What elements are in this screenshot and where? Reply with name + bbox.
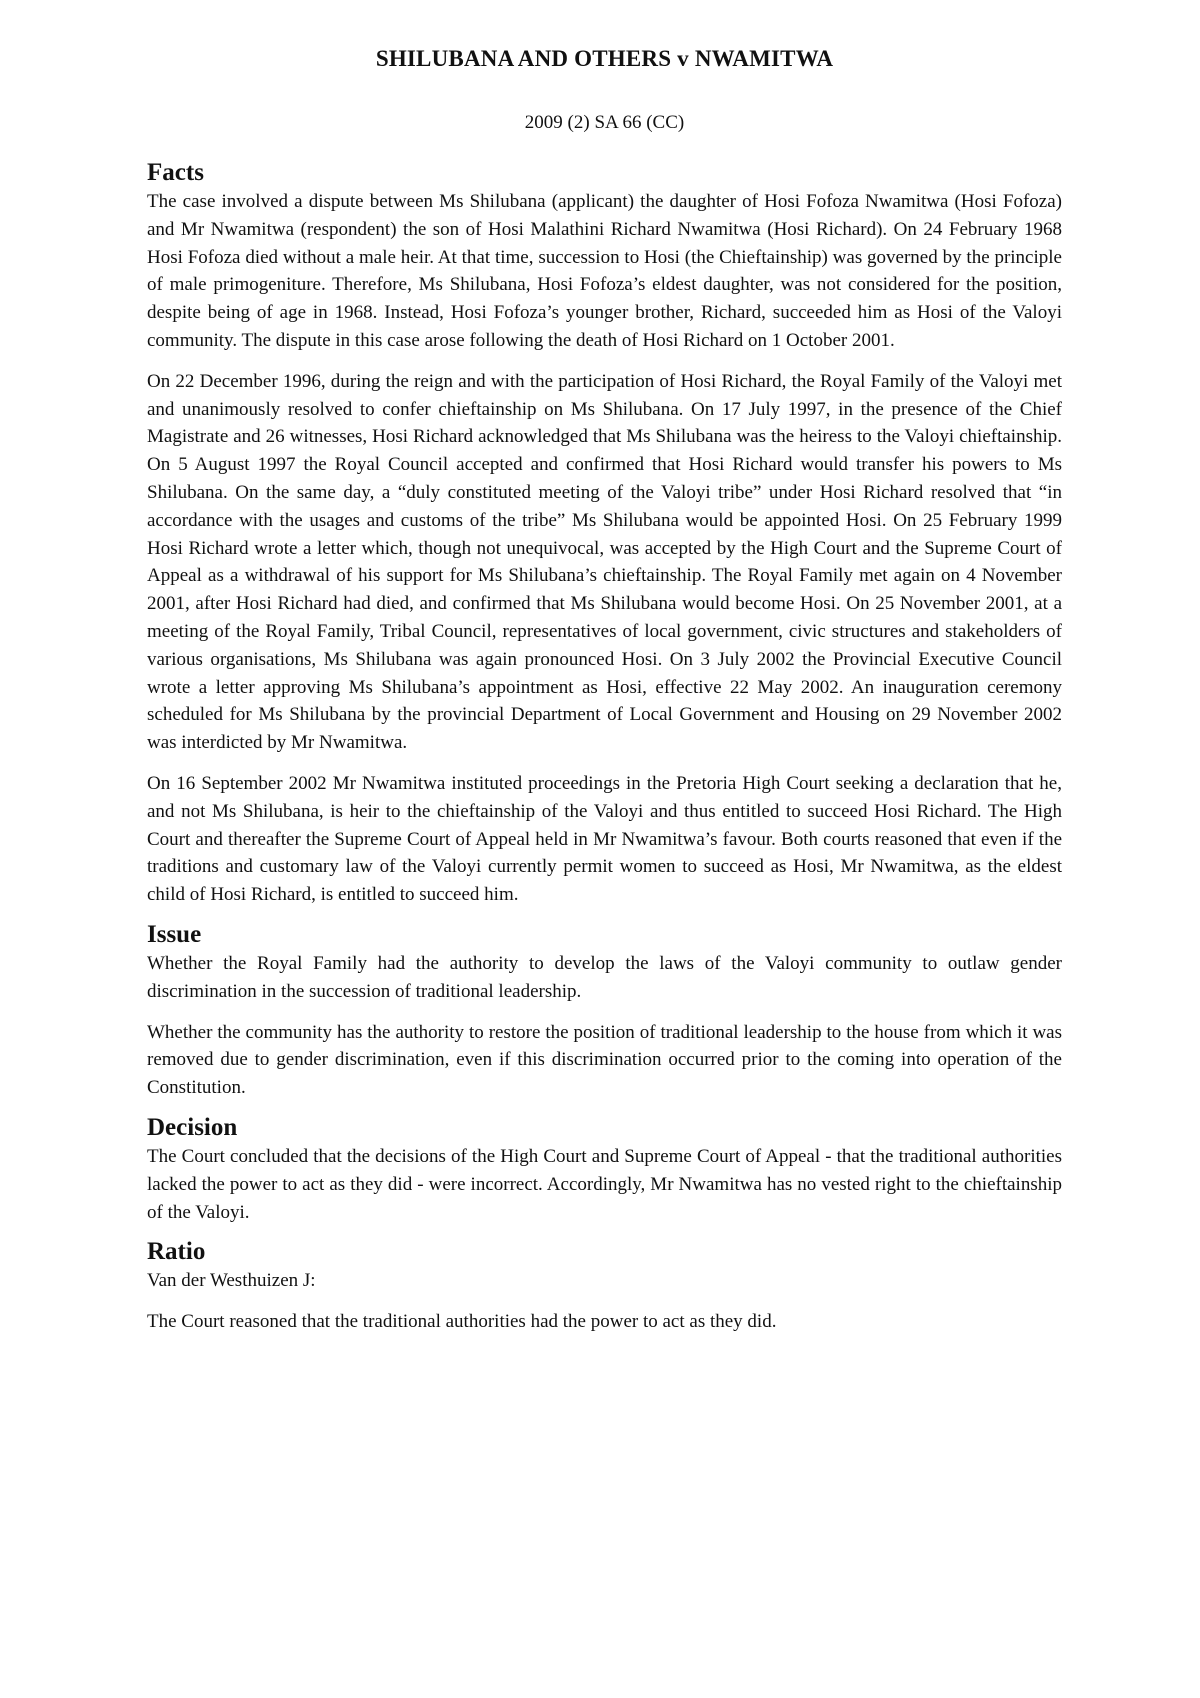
facts-paragraph-1: The case involved a dispute between Ms Shilubana (applicant) the daughter of Hosi Fofoza Nwamitwa (Hosi Fofoza) and Mr Nwamitwa (respondent) the son of Hosi Malathini Richard Nwamitwa (Hosi Richard). On 24 February 1968 Hosi Fofoza died without a male heir. At that time, succession to Hosi (the Chieftainship) was governed by the principle of male primogeniture. Therefore, Ms Shilubana, Hosi Fofoza’s eldest daughter, was not considered for the position, despite being of age in 1968. Instead, Hosi Fofoza’s younger brother, Richard, succeeded him as Hosi of the Valoyi community. The dispute in this case arose following the death of Hosi Richard on 1 October 2001. — [147, 191, 1062, 351]
decision-heading: Decision — [147, 1113, 238, 1141]
facts-section — [147, 158, 1062, 909]
ratio-judge-line: Van der Westhuizen J: — [147, 1270, 316, 1292]
issue-paragraph-1: Whether the Royal Family had the authority to develop the laws of the Valoyi community to outlaw gender discrimination in the succession of traditional leadership. — [147, 952, 1062, 1002]
facts-paragraph-3: On 16 September 2002 Mr Nwamitwa instituted proceedings in the Pretoria High Court seeking a declaration that he, and not Ms Shilubana, is heir to the chieftainship of the Valoyi and thus entitled to succeed Hosi Richard. The High Court and thereafter the Supreme Court of Appeal held in Mr Nwamitwa’s favour. Both courts reasoned that even if the traditions and customary law of the Valoyi currently permit women to succeed as Hosi, Mr Nwamitwa, as the eldest child of Hosi Richard, is entitled to succeed him. — [147, 772, 1062, 906]
case-citation: 2009 (2) SA 66 (CC) — [524, 112, 685, 133]
document-page — [147, 40, 1062, 1349]
facts-paragraph-2: On 22 December 1996, during the reign and with the participation of Hosi Richard, the Royal Family of the Valoyi met and unanimously resolved to confer chieftainship on Ms Shilubana. On 17 July 1997, in the presence of the Chief Magistrate and 26 witnesses, Hosi Richard acknowledged that Ms Shilubana was the heiress to the Valoyi chieftainship. On 5 August 1997 the Royal Council accepted and confirmed that Hosi Richard would transfer his powers to Ms Shilubana. On the same day, a “duly constituted meeting of the Valoyi tribe” under Hosi Richard resolved that “in accordance with the usages and customs of the tribe” Ms Shilubana would be appointed Hosi. On 25 February 1999 Hosi Richard wrote a letter which, though not unequivocal, was accepted by the High Court and the Supreme Court of Appeal as a withdrawal of his support for Ms Shilubana’s chieftainship. The Royal Family met again on 4 November 2001, after Hosi Richard had died, and confirmed that Ms Shilubana would become Hosi. On 25 November 2001, at a meeting of the Royal Family, Tribal Council, representatives of local government, civic structures and stakeholders of various organisations, Ms Shilubana was again pronounced Hosi. On 3 July 2002 the Provincial Executive Council wrote a letter approving Ms Shilubana’s appointment as Hosi, effective 22 May 2002. An inauguration ceremony scheduled for Ms Shilubana by the provincial Department of Local Government and Housing on 29 November 2002 was interdicted by Mr Nwamitwa. — [147, 370, 1062, 754]
ratio-paragraph-1: The Court reasoned that the traditional authorities had the power to act as they did. — [147, 1311, 777, 1333]
issue-heading: Issue — [147, 920, 202, 948]
ratio-heading: Ratio — [147, 1238, 206, 1266]
issue-section — [147, 920, 1062, 1102]
document-title: SHILUBANA AND OTHERS v NWAMITWA — [375, 46, 834, 71]
decision-section — [147, 1113, 1062, 1226]
decision-paragraph-1: The Court concluded that the decisions of the High Court and Supreme Court of Appeal - that the traditional authorities lacked the power to act as they did - were incorrect. Accordingly, Mr Nwamitwa has no vested right to the chieftainship of the Valoyi. — [147, 1145, 1062, 1223]
facts-heading: Facts — [147, 159, 204, 186]
ratio-section — [147, 1237, 1062, 1336]
issue-paragraph-2: Whether the community has the authority to restore the position of traditional leadership to the house from which it was removed due to gender discrimination, even if this discrimination occurred prior to the coming into operation of the Constitution. — [147, 1021, 1062, 1099]
